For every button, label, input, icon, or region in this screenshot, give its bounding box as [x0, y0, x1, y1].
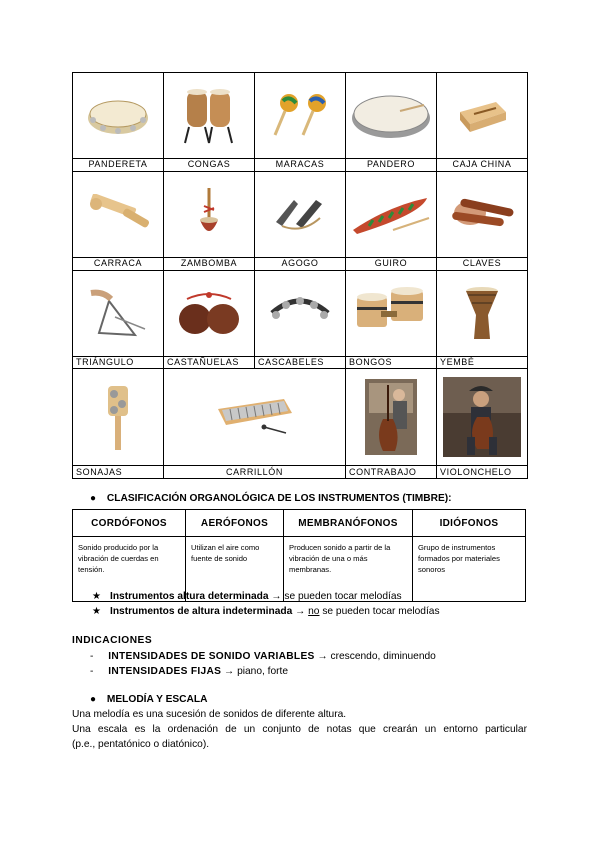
instrument-label-row	[73, 466, 528, 479]
altura-indeterminada-line	[92, 606, 440, 617]
claves-image	[437, 171, 528, 257]
altura-indet-arrow: →	[295, 606, 306, 617]
melodia-heading	[90, 694, 207, 705]
triangulo-image	[73, 270, 164, 356]
classification-title: CLASIFICACIÓN ORGANOLÓGICA DE LOS INSTRUMENTOS (TIMBRE):	[106, 493, 452, 504]
altura-det-rest: → se pueden tocar melodías	[271, 591, 402, 602]
instrument-label-row	[73, 257, 528, 270]
melodia-text-1: Una melodía es una sucesión de sonidos de diferente altura.	[72, 709, 347, 720]
zambomba-image	[164, 171, 255, 257]
cascabeles-image	[255, 270, 346, 356]
instrument-label: BONGOS	[346, 356, 437, 369]
header-idiofonos: IDIÓFONOS	[413, 510, 526, 537]
instrument-label: CASCABELES	[255, 356, 346, 369]
header-aerofonos: AERÓFONOS	[186, 510, 284, 537]
instrument-label: VIOLONCHELO	[437, 466, 528, 479]
dash: -	[90, 651, 94, 662]
guiro-image	[346, 171, 437, 257]
desc-aerofonos: Utilizan el aire como fuente de sonido	[186, 537, 284, 602]
instrument-image-row	[73, 270, 528, 356]
instrument-label: CONTRABAJO	[346, 466, 437, 479]
altura-indet-no: no	[308, 606, 320, 617]
instrument-label: AGOGO	[255, 257, 346, 270]
altura-indet-rest: se pueden tocar melodías	[322, 606, 440, 617]
instruments-table	[72, 72, 528, 479]
violonchelo-image	[437, 369, 528, 466]
bongos-image	[346, 270, 437, 356]
instrument-image-row	[73, 369, 528, 466]
bullet-icon: ●	[90, 694, 97, 705]
star-icon: ★	[92, 606, 102, 617]
intensidades-fijas-line	[90, 666, 288, 677]
fijas-rest: → piano, forte	[224, 666, 289, 677]
congas-image	[164, 73, 255, 159]
instrument-label-row	[73, 159, 528, 172]
instrument-label: TRIÁNGULO	[73, 356, 164, 369]
instrument-label: MARACAS	[255, 159, 346, 172]
intensidades-variables-line	[90, 651, 436, 662]
instrument-label: ZAMBOMBA	[164, 257, 255, 270]
agogo-image	[255, 171, 346, 257]
instrument-label-row	[73, 356, 528, 369]
header-cordofonos: CORDÓFONOS	[73, 510, 186, 537]
altura-indet-bold: Instrumentos de altura indeterminada	[109, 606, 293, 617]
star-icon: ★	[92, 591, 102, 602]
classification-table	[72, 509, 526, 602]
instrument-label: YEMBÉ	[437, 356, 528, 369]
desc-cordofonos: Sonido producido por la vibración de cuerdas en tensión.	[73, 537, 186, 602]
contrabajo-image	[346, 369, 437, 466]
maracas-image	[255, 73, 346, 159]
fijas-bold: INTENSIDADES FIJAS	[108, 666, 222, 677]
instrument-image-row	[73, 73, 528, 159]
pandereta-image	[73, 73, 164, 159]
classification-heading	[90, 493, 452, 504]
instrument-image-row	[73, 171, 528, 257]
caja-china-image	[437, 73, 528, 159]
carrillon-image	[164, 369, 346, 466]
castanuelas-image	[164, 270, 255, 356]
carraca-image	[73, 171, 164, 257]
melodia-text-2: Una escala es la ordenación de un conjunto de notas que crearán un entorno particular	[72, 724, 527, 735]
desc-membranofonos: Producen sonido a partir de la vibración de una o más membranas.	[284, 537, 413, 602]
instrument-label: GUIRO	[346, 257, 437, 270]
header-membranofonos: MEMBRANÓFONOS	[284, 510, 413, 537]
melodia-title: MELODÍA Y ESCALA	[106, 694, 208, 705]
pandero-image	[346, 73, 437, 159]
bullet-icon: ●	[90, 493, 97, 504]
instrument-label: PANDERETA	[73, 159, 164, 172]
instrument-label: CARRACA	[73, 257, 164, 270]
altura-det-bold: Instrumentos altura determinada	[109, 591, 269, 602]
instrument-label: CASTAÑUELAS	[164, 356, 255, 369]
instrument-label: PANDERO	[346, 159, 437, 172]
indicaciones-title: INDICACIONES	[72, 635, 153, 646]
classification-header-row	[73, 510, 526, 537]
desc-idiofonos: Grupo de instrumentos formados por materiales sonoros	[413, 537, 526, 602]
instrument-label: SONAJAS	[73, 466, 164, 479]
instrument-label: CONGAS	[164, 159, 255, 172]
yembe-image	[437, 270, 528, 356]
sonajas-image	[73, 369, 164, 466]
instrument-label: CARRILLÓN	[164, 466, 346, 479]
var-bold: INTENSIDADES DE SONIDO VARIABLES	[108, 651, 315, 662]
dash: -	[90, 666, 94, 677]
instrument-label: CAJA CHINA	[437, 159, 528, 172]
melodia-text-3: (p.e., pentatónico o diatónico).	[72, 739, 210, 750]
instrument-label: CLAVES	[437, 257, 528, 270]
var-rest: → crescendo, diminuendo	[317, 651, 436, 662]
altura-determinada-line	[92, 591, 402, 602]
